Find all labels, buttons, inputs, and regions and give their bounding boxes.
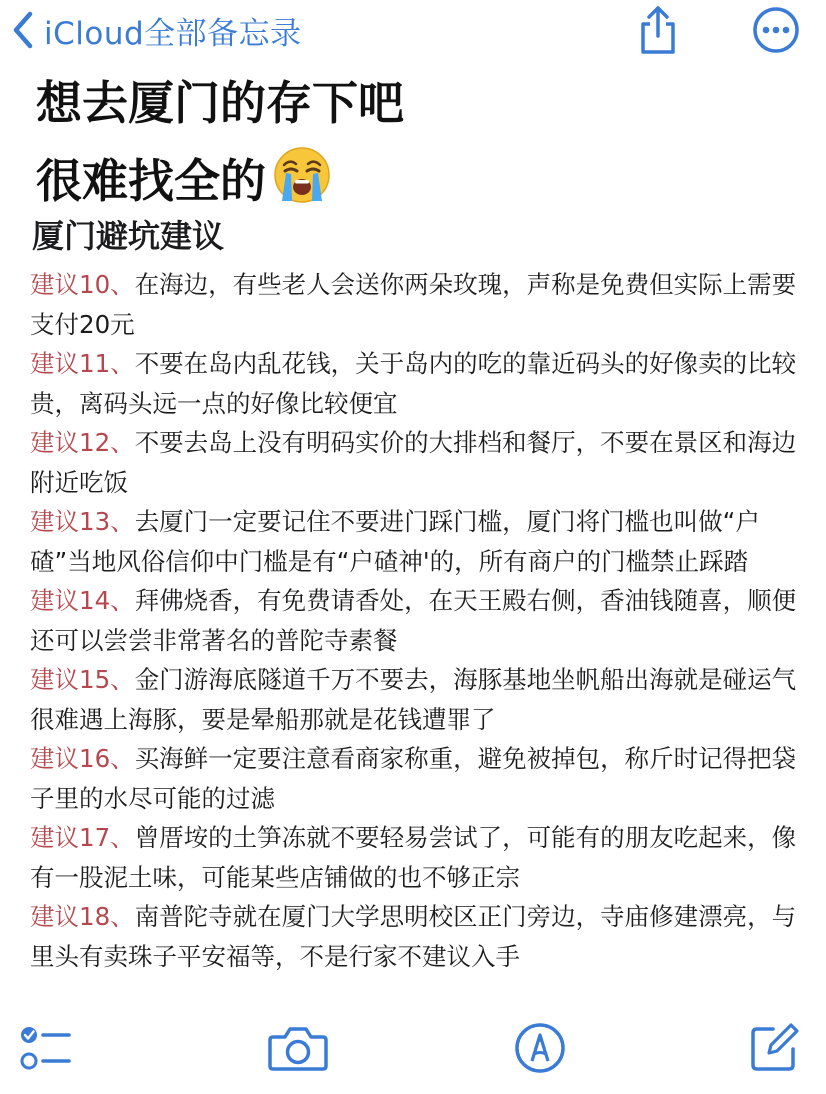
checklist-icon: [17, 1019, 75, 1077]
tip-text: 去厦门一定要记住不要进门踩门槛，厦门将门槛也叫做“户碴”当地风俗信仰中门槛是有“户碴神'的，所有商户的门槛禁止踩踏: [30, 507, 760, 576]
compose-button[interactable]: [742, 1016, 806, 1080]
tip-item-12: [30, 423, 800, 502]
tip-number: 建议15、: [30, 665, 135, 694]
markup-icon: [513, 1021, 567, 1075]
tip-item-13: [30, 502, 800, 581]
tip-item-18: [30, 897, 800, 976]
tip-text: 买海鲜一定要注意看商家称重，避免被掉包，称斤时记得把袋子里的水尽可能的过滤: [30, 744, 797, 813]
note-title: [36, 64, 806, 228]
section-heading: 厦门避坑建议: [32, 217, 225, 255]
more-button[interactable]: [750, 4, 802, 56]
tip-text: 曾厝垵的土笋冻就不要轻易尝试了，可能有的朋友吃起来，像有一股泥土味，可能某些店铺做的也不够正宗: [30, 823, 797, 892]
tip-text: 拜佛烧香，有免费请香处，在天王殿右侧，香油钱随喜，顺便还可以尝尝非常著名的普陀寺素餐: [30, 586, 797, 655]
back-button[interactable]: [12, 8, 302, 52]
tip-text: 南普陀寺就在厦门大学思明校区正门旁边，寺庙修建漂亮，与里头有卖珠子平安福等，不是行家不建议入手: [30, 902, 797, 971]
tip-item-14: [30, 581, 800, 660]
tip-number: 建议16、: [30, 744, 135, 773]
tip-item-11: [30, 344, 800, 423]
chevron-left-icon: [12, 11, 34, 49]
tip-number: 建议18、: [30, 902, 135, 931]
markup-button[interactable]: [508, 1016, 572, 1080]
tip-item-17: [30, 818, 800, 897]
share-icon: [635, 4, 681, 56]
tip-text: 不要去岛上没有明码实价的大排档和餐厅，不要在景区和海边附近吃饭: [30, 428, 797, 497]
tip-number: 建议11、: [30, 349, 135, 378]
tip-text: 在海边，有些老人会送你两朵玫瑰，声称是免费但实际上需要支付20元: [30, 270, 797, 339]
tip-number: 建议10、: [30, 270, 135, 299]
share-button[interactable]: [632, 4, 684, 56]
tip-text: 金门游海底隧道千万不要去，海豚基地坐帆船出海就是碰运气很难遇上海豚，要是晕船那就是花钱遭罪了: [30, 665, 797, 734]
checklist-button[interactable]: [14, 1016, 78, 1080]
tip-text: 不要在岛内乱花钱，关于岛内的吃的靠近码头的好像卖的比较贵，离码头远一点的好像比较便宜: [30, 349, 797, 418]
navigation-bar: [0, 0, 826, 64]
tip-number: 建议17、: [30, 823, 135, 852]
title-line-1: 想去厦门的存下吧: [36, 76, 404, 130]
more-icon: [751, 5, 801, 55]
crying-face-emoji: [272, 145, 332, 228]
title-line-2: 很难找全的: [36, 154, 266, 208]
tip-item-10: [30, 265, 800, 344]
compose-icon: [747, 1021, 801, 1075]
camera-icon: [267, 1023, 329, 1073]
tips-list: [30, 265, 800, 976]
tip-item-16: [30, 739, 800, 818]
tip-number: 建议12、: [30, 428, 135, 457]
tip-number: 建议14、: [30, 586, 135, 615]
bottom-toolbar: [0, 1010, 826, 1094]
camera-button[interactable]: [266, 1016, 330, 1080]
back-label: iCloud全部备忘录: [44, 15, 302, 52]
tip-item-15: [30, 660, 800, 739]
tip-number: 建议13、: [30, 507, 135, 536]
